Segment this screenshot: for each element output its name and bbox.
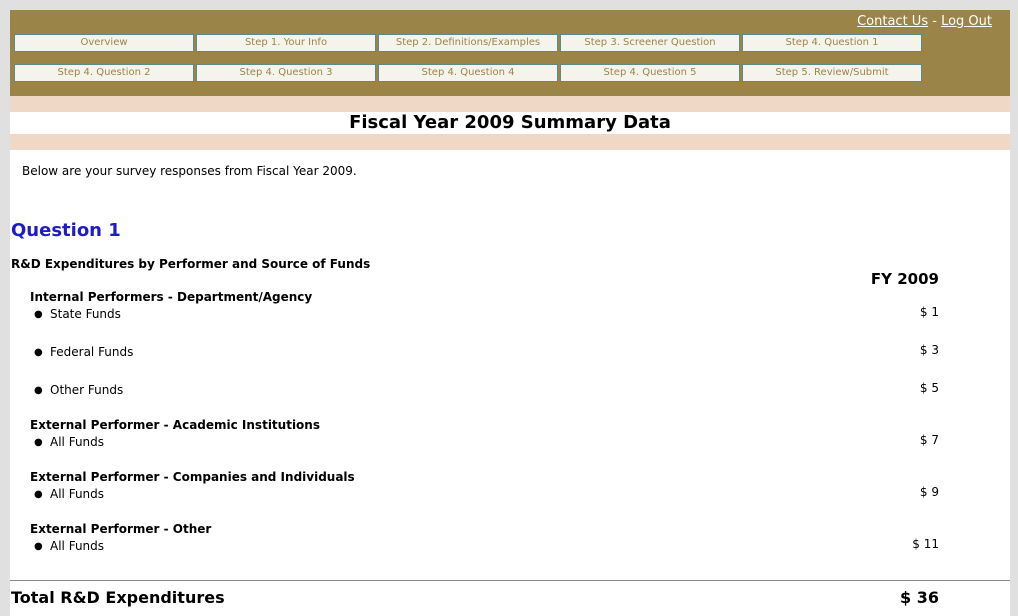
group-title-companies: External Performer - Companies and Individuals	[30, 470, 355, 484]
question-heading: Question 1	[11, 220, 121, 241]
bullet-icon: ●	[34, 385, 43, 396]
group-title-internal: Internal Performers - Department/Agency	[30, 290, 313, 304]
nav-step4-question5-button[interactable]: Step 4. Question 5	[560, 64, 740, 82]
link-separator: -	[932, 14, 937, 29]
item-label: Other Funds	[50, 383, 124, 397]
header	[10, 10, 1010, 96]
nav-step4-question2-button[interactable]: Step 4. Question 2	[14, 64, 194, 82]
bullet-icon: ●	[34, 309, 43, 320]
list-item	[34, 345, 133, 359]
intro-text: Below are your survey responses from Fiscal Year 2009.	[22, 164, 357, 178]
title-band-top	[10, 96, 1010, 112]
nav-step4-question3-button[interactable]: Step 4. Question 3	[196, 64, 376, 82]
item-amount: $ 11	[912, 537, 939, 551]
total-amount: $ 36	[900, 588, 939, 607]
item-amount: $ 1	[919, 305, 939, 319]
item-label: All Funds	[50, 435, 105, 449]
nav-step2-definitions-button[interactable]: Step 2. Definitions/Examples	[378, 34, 558, 52]
nav-step4-question1-button[interactable]: Step 4. Question 1	[742, 34, 922, 52]
nav-step5-review-submit-button[interactable]: Step 5. Review/Submit	[742, 64, 922, 82]
question-subheading: R&D Expenditures by Performer and Source of Funds	[11, 257, 371, 271]
fy-column-header: FY 2009	[870, 270, 939, 288]
nav-row-2	[14, 64, 924, 82]
total-label: Total R&D Expenditures	[11, 588, 225, 607]
list-item	[34, 307, 121, 321]
list-item	[34, 487, 104, 501]
item-amount: $ 7	[919, 433, 939, 447]
item-label: State Funds	[50, 307, 121, 321]
bullet-icon: ●	[34, 489, 43, 500]
group-title-other: External Performer - Other	[30, 522, 212, 536]
nav-step4-question4-button[interactable]: Step 4. Question 4	[378, 64, 558, 82]
bullet-icon: ●	[34, 437, 43, 448]
bullet-icon: ●	[34, 541, 43, 552]
nav-step3-screener-button[interactable]: Step 3. Screener Question	[560, 34, 740, 52]
item-label: Federal Funds	[50, 345, 134, 359]
nav-step1-your-info-button[interactable]: Step 1. Your Info	[196, 34, 376, 52]
log-out-link[interactable]: Log Out	[941, 14, 992, 29]
contact-us-link[interactable]: Contact Us	[857, 14, 929, 29]
item-label: All Funds	[50, 539, 105, 553]
page-content	[10, 10, 1010, 616]
item-amount: $ 5	[919, 381, 939, 395]
item-label: All Funds	[50, 487, 105, 501]
list-item	[34, 383, 123, 397]
nav-overview-button[interactable]: Overview	[14, 34, 194, 52]
list-item	[34, 539, 104, 553]
page-title: Fiscal Year 2009 Summary Data	[10, 112, 1010, 134]
title-band-bottom	[10, 134, 1010, 150]
top-links	[857, 14, 992, 29]
total-divider	[10, 580, 1010, 581]
list-item	[34, 435, 104, 449]
item-amount: $ 9	[919, 485, 939, 499]
nav-row-1	[14, 34, 924, 52]
group-title-academic: External Performer - Academic Institutions	[30, 418, 320, 432]
bullet-icon: ●	[34, 347, 43, 358]
item-amount: $ 3	[919, 343, 939, 357]
